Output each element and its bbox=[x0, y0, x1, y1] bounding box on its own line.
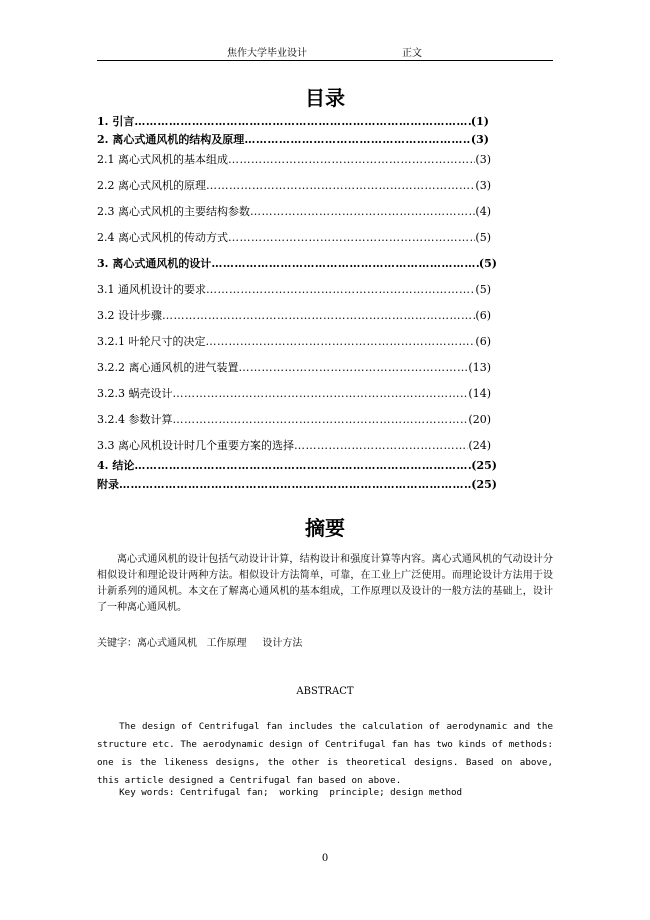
toc-entry-page: (25) bbox=[471, 459, 497, 472]
toc-entry[interactable] bbox=[97, 411, 491, 427]
toc-entry-page: (25) bbox=[471, 478, 497, 491]
toc-leader bbox=[239, 361, 469, 374]
header-right-text: 正文 bbox=[402, 48, 422, 59]
toc-entry[interactable] bbox=[97, 333, 491, 349]
toc-entry-label: 3.2.3 蜗壳设计 bbox=[97, 387, 173, 400]
abstract-en-body bbox=[97, 718, 553, 790]
page-number: 0 bbox=[321, 853, 329, 864]
toc-entry[interactable] bbox=[97, 457, 497, 473]
toc-entry-label: 2.3 离心式风机的主要结构参数 bbox=[97, 205, 250, 218]
toc-leader bbox=[173, 387, 469, 400]
toc-entry-page: (3) bbox=[475, 153, 491, 166]
toc-entry[interactable] bbox=[97, 177, 491, 193]
toc-entry[interactable] bbox=[97, 359, 491, 375]
toc-entry-page: (13) bbox=[468, 361, 491, 374]
toc-entry-page: (1) bbox=[470, 115, 489, 128]
toc-entry[interactable] bbox=[97, 131, 489, 147]
toc-entry-label: 1. 引言 bbox=[97, 115, 135, 128]
abstract-cn-keywords: 关键字：离心式通风机 工作原理 设计方法 bbox=[97, 638, 303, 649]
toc-entry-page: (5) bbox=[478, 257, 497, 270]
toc-entry-label: 3.2 设计步骤 bbox=[97, 309, 162, 322]
toc-entry[interactable] bbox=[97, 229, 491, 245]
toc-entry-page: (20) bbox=[468, 413, 491, 426]
toc-leader bbox=[250, 205, 475, 218]
toc-entry-label: 2. 离心式通风机的结构及原理 bbox=[97, 133, 245, 146]
header-left-text: 焦作大学毕业设计 bbox=[227, 48, 307, 59]
toc-entry[interactable] bbox=[97, 385, 491, 401]
toc-entry-label: 3.1 通风机设计的要求 bbox=[97, 283, 206, 296]
toc-entry-page: (5) bbox=[475, 231, 491, 244]
toc-leader bbox=[162, 309, 475, 322]
toc-entry[interactable] bbox=[97, 203, 491, 219]
abstract-en-title: ABSTRACT bbox=[296, 686, 354, 697]
toc-leader bbox=[134, 459, 471, 472]
abstract-en-paragraph: The design of Centrifugal fan includes the calculation of aerodynamic and the structure etc. The aerodynamic design of Centrifugal fan has two kinds of methods: one is the likeness designs, the other is theoretical designs. Based on above, this article designed a Centrifugal fan based on above. bbox=[97, 721, 553, 786]
toc-entry[interactable] bbox=[97, 255, 497, 271]
toc-entry[interactable] bbox=[97, 151, 491, 167]
toc-entry-label: 2.2 离心式风机的原理 bbox=[97, 179, 206, 192]
toc-entry-label: 3.2.4 参数计算 bbox=[97, 413, 173, 426]
toc-entry-page: (3) bbox=[470, 133, 489, 146]
toc-entry-label: 4. 结论 bbox=[97, 459, 135, 472]
toc-entry[interactable] bbox=[97, 281, 491, 297]
toc-leader bbox=[173, 413, 469, 426]
toc-entry-page: (24) bbox=[468, 439, 491, 452]
toc-leader bbox=[206, 283, 475, 296]
toc-entry[interactable] bbox=[97, 307, 491, 323]
toc-leader bbox=[228, 153, 475, 166]
toc-entry-page: (6) bbox=[475, 335, 491, 348]
abstract-en-keywords: Key words: Centrifugal fan; working principle; design method bbox=[97, 787, 463, 798]
toc-entry-label: 3.2.2 离心通风机的进气装置 bbox=[97, 361, 239, 374]
toc-entry[interactable] bbox=[97, 113, 489, 129]
toc-entry[interactable] bbox=[97, 476, 497, 492]
abstract-cn-title: 摘要 bbox=[305, 516, 345, 540]
toc-leader bbox=[119, 478, 471, 491]
toc-entry[interactable] bbox=[97, 437, 491, 453]
toc-entry-page: (5) bbox=[475, 283, 491, 296]
toc-entry-label: 3.3 离心风机设计时几个重要方案的选择 bbox=[97, 439, 294, 452]
toc-leader bbox=[206, 335, 476, 348]
abstract-cn-paragraph: 离心式通风机的设计包括气动设计计算，结构设计和强度计算等内容。离心式通风机的气动设计分相似设计和理论设计两种方法。相似设计方法简单，可靠，在工业上广泛使用。而理论设计方法用于设计新系列的通风机。本文在了解离心通风机的基本组成，工作原理以及设计的一般方法的基础上，设计了一种离心通风机。 bbox=[97, 554, 553, 613]
abstract-cn-body bbox=[97, 552, 553, 616]
toc-entry-page: (3) bbox=[475, 179, 491, 192]
toc-leader bbox=[228, 231, 475, 244]
toc-leader bbox=[211, 257, 479, 270]
toc-entry-label: 2.4 离心式风机的传动方式 bbox=[97, 231, 228, 244]
toc-leader bbox=[294, 439, 468, 452]
toc-entry-label: 3. 离心式通风机的设计 bbox=[97, 257, 212, 270]
toc-entry-label: 2.1 离心式风机的基本组成 bbox=[97, 153, 228, 166]
toc-leader bbox=[206, 179, 475, 192]
toc-title: 目录 bbox=[305, 86, 345, 110]
header-rule bbox=[97, 60, 553, 61]
toc-entry-label: 附录 bbox=[97, 478, 119, 491]
toc-entry-label: 3.2.1 叶轮尺寸的决定 bbox=[97, 335, 206, 348]
toc-entry-page: (14) bbox=[468, 387, 491, 400]
toc-leader bbox=[244, 133, 471, 146]
toc-leader bbox=[134, 115, 471, 128]
toc-entry-page: (4) bbox=[475, 205, 491, 218]
toc-entry-page: (6) bbox=[475, 309, 491, 322]
